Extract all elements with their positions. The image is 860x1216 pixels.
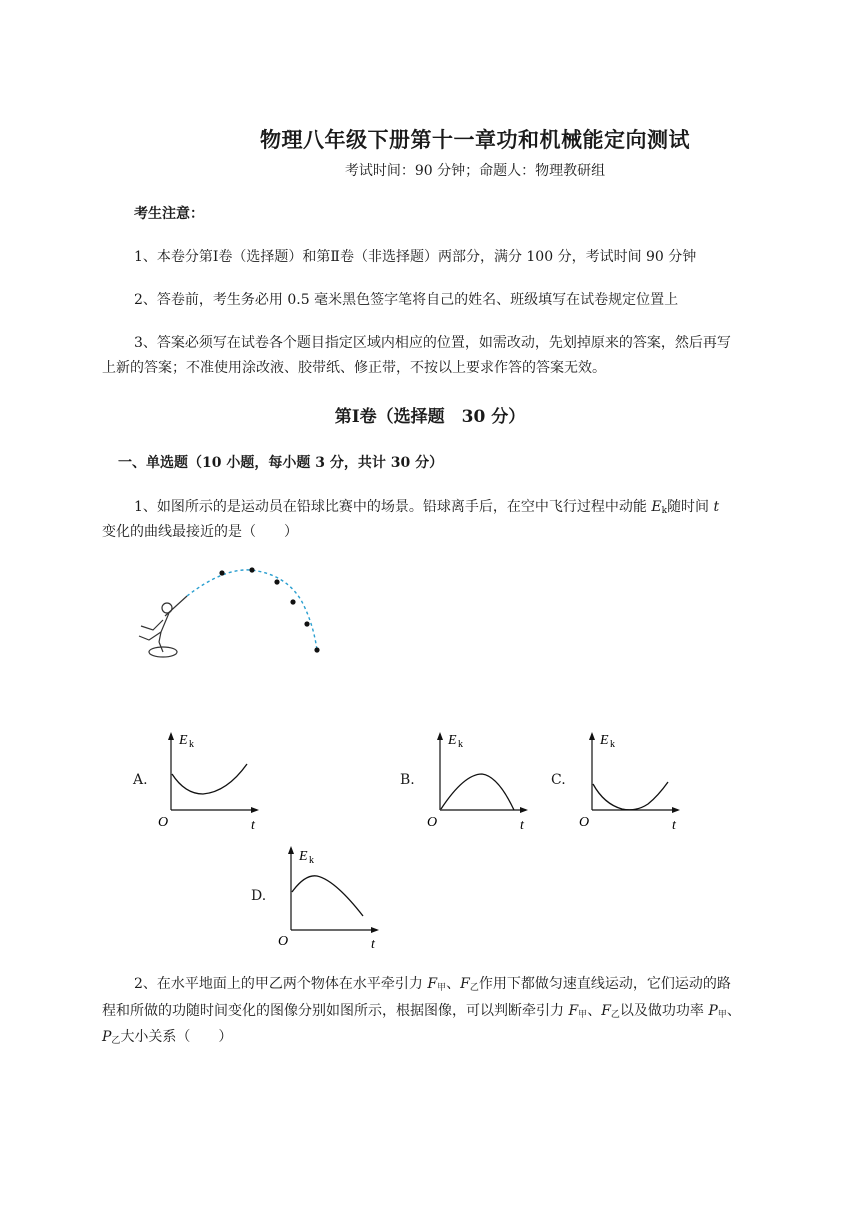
option-d-label[interactable]: D. <box>251 888 267 904</box>
option-b-label[interactable]: B. <box>400 772 415 788</box>
svg-text:E: E <box>179 733 188 748</box>
svg-text:k: k <box>458 739 463 750</box>
svg-text:E: E <box>600 733 609 748</box>
option-c-label[interactable]: C. <box>551 772 566 788</box>
q1-stem-line1: 1、如图所示的是运动员在铅球比赛中的场景。铅球离手后，在空中飞行过程中动能 $E_k$随时间 t <box>134 499 720 516</box>
svg-text:k: k <box>189 739 194 750</box>
svg-text:t: t <box>371 937 375 952</box>
notice-item-3: 3、答案必须写在试卷各个题目指定区域内相应的位置，如需改动，先划掉原来的答案，然后再写 <box>134 335 731 351</box>
svg-text:E: E <box>448 733 457 748</box>
option-c-graph <box>576 728 686 833</box>
svg-text:O: O <box>579 815 590 830</box>
option-a-graph <box>155 728 265 833</box>
q2-stem-line2: 程和所做的功随时间变化的图像分别如图所示，根据图像，可以判断牵引力 $F_甲$、$F_乙$以及做功功率 $P_甲$、 <box>102 1003 741 1020</box>
exam-info: 考试时间：90 分钟；命题人：物理教研组 <box>344 163 606 179</box>
svg-text:t: t <box>251 818 255 833</box>
q1-stem-line2: 变化的曲线最接近的是（ ） <box>102 524 298 540</box>
page-title: 物理八年级下册第十一章功和机械能定向测试 <box>260 127 690 152</box>
shot-put-illustration <box>125 560 335 670</box>
svg-text:k: k <box>610 739 615 750</box>
q2-stem-line3: $P_乙$大小关系（ ） <box>102 1029 233 1046</box>
svg-text:O: O <box>427 815 438 830</box>
notice-heading: 考生注意： <box>134 206 204 222</box>
svg-text:O: O <box>278 934 289 949</box>
section-title: 第Ⅰ卷（选择题 30 分） <box>334 407 526 427</box>
part-heading: 一、单选题（10 小题，每小题 3 分，共计 30 分） <box>118 455 444 471</box>
option-d-graph <box>275 842 385 952</box>
option-a-label[interactable]: A. <box>133 772 148 788</box>
q2-stem-line1: 2、在水平地面上的甲乙两个物体在水平牵引力 $F_甲$、$F_乙$作用下都做匀速直线运动，它们运动的路 <box>134 976 731 993</box>
notice-item-1: 1、本卷分第Ⅰ卷（选择题）和第Ⅱ卷（非选择题）两部分，满分 100 分，考试时间 90 分钟 <box>134 249 697 265</box>
svg-text:E: E <box>299 849 308 864</box>
option-b-graph <box>424 728 534 833</box>
svg-text:O: O <box>158 815 169 830</box>
notice-item-3-cont: 上新的答案；不准使用涂改液、胶带纸、修正带，不按以上要求作答的答案无效。 <box>102 360 606 376</box>
svg-text:t: t <box>672 818 676 833</box>
svg-text:t: t <box>520 818 524 833</box>
notice-item-2: 2、答卷前，考生务必用 0.5 毫米黑色签字笔将自己的姓名、班级填写在试卷规定位置上 <box>134 292 679 308</box>
svg-text:k: k <box>309 855 314 866</box>
